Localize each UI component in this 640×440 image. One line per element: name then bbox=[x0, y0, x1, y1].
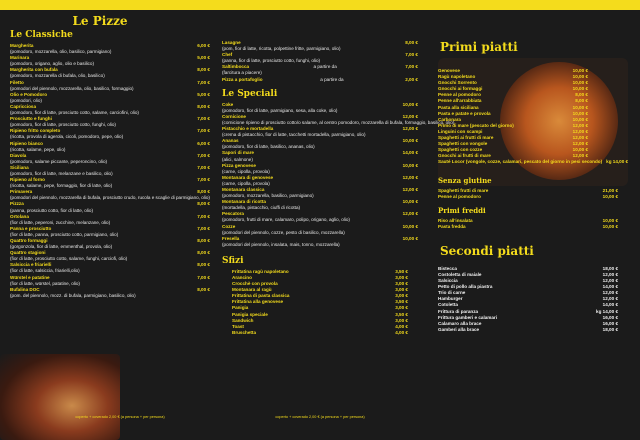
menu-item-description: (fior di latte, peperoni, zucchine, melanzane, olio) bbox=[10, 219, 111, 225]
menu-item-name: Pasta alla siciliana bbox=[438, 104, 479, 110]
menu-item-name: Fresella bbox=[222, 235, 240, 241]
menu-item-description: (crema di pistacchio, fior di latte, tacchetti mortadella, parmigiano, olio) bbox=[222, 132, 366, 138]
menu-item-price: 14,00 € bbox=[402, 150, 418, 156]
menu-item-description: (pomodoro, frutti di mare, calamaro, polipo, origano, aglio, olio) bbox=[222, 217, 350, 223]
menu-item-name: Spaghetti con vongole bbox=[438, 141, 488, 147]
menu-item-name: Cotoletta bbox=[438, 302, 458, 308]
menu-item-price: 10,00 € bbox=[602, 223, 618, 229]
menu-item-price: 10,00 € bbox=[572, 116, 588, 122]
menu-item-name: Riso all'insalata bbox=[438, 217, 473, 223]
menu-item-price: 10,00 € bbox=[402, 235, 418, 241]
menu-item-price: 10,00 € bbox=[572, 68, 588, 73]
menu-item-description: (pom, fior di latte, ricotta, polpettine fritte, parmigiano, olio) bbox=[222, 46, 341, 52]
menu-item-name: Penne all'arrabbiata bbox=[438, 98, 482, 104]
menu-item-description: (fior di latte, salsiccia, friarielli,olio) bbox=[10, 268, 80, 274]
menu-item-price: 3,50 € bbox=[395, 268, 408, 274]
menu-item-price: 10,00 € bbox=[402, 223, 418, 229]
menu-item-description: (fior di latte, panna, prosciutto cotto, parmigiano, olio) bbox=[10, 231, 119, 237]
menu-item-name: Ripieno fritto completo bbox=[10, 128, 61, 134]
menu-item-price: 18,00 € bbox=[602, 326, 618, 332]
freddi-list bbox=[428, 218, 618, 230]
menu-item-description: (fior di latte, würstel, patatine, olio) bbox=[10, 280, 80, 286]
menu-item-name: Quattro formaggi bbox=[10, 238, 48, 243]
menu-item-price: 8,00 € bbox=[197, 262, 210, 268]
menu-item-name: Montanara di genovese bbox=[222, 174, 274, 180]
menu-item-name: Sapori di mare bbox=[222, 150, 254, 156]
menu-item-price: 16,00 € bbox=[602, 320, 618, 326]
menu-item-name: Hamburger bbox=[438, 296, 463, 302]
menu-item-name: Genovese bbox=[438, 68, 460, 73]
menu-item-name: Montanara di ricotta bbox=[222, 199, 266, 205]
menu-item-description: (pomodori del piennolo, mozzarella, olio, basilico, formaggio) bbox=[10, 85, 134, 91]
section-title-primi: Primi piatti bbox=[440, 40, 518, 54]
menu-item-description: (cornicione ripieno di prosciutto cotto/o salame, al centro pomodoro, mozzarella di bufala, formaggio, basilico, olio) bbox=[222, 119, 455, 125]
menu-item-price: 10,00 € bbox=[602, 217, 618, 223]
menu-item-price: 7,00 € bbox=[197, 152, 210, 158]
menu-item-name: Costoletta di maiale bbox=[438, 271, 482, 277]
menu-item-name: Pasta fredda bbox=[438, 223, 466, 229]
menu-item-name: Cozze bbox=[222, 223, 236, 229]
menu-item-price: 3,00 € bbox=[395, 317, 408, 323]
menu-item-name: Montanara classica bbox=[222, 186, 265, 192]
menu-item-description: (pom. del piennolo, mozz. di bufala, parmigiano, basilico, olio) bbox=[10, 292, 136, 298]
menu-item-description: (panna, prosciutto cotto, fior di latte, olio) bbox=[10, 207, 93, 213]
menu-item-description: (ricotta, salame, pepe, formaggio, fior di latte, olio) bbox=[10, 183, 113, 189]
menu-item-price: 21,00 € bbox=[602, 187, 618, 193]
menu-item-name: Pizzza bbox=[10, 201, 24, 207]
menu-item-price: 8,00 € bbox=[197, 238, 210, 243]
menu-item-price: 4,00 € bbox=[395, 323, 408, 329]
menu-item-price: 5,00 € bbox=[197, 91, 210, 97]
menu-item-name: Frittura di paranza bbox=[438, 308, 479, 314]
menu-item-price: 8,00 € bbox=[197, 201, 210, 207]
menu-item-name: Lasagne bbox=[222, 40, 241, 45]
menu-item-price: 3,00 € bbox=[395, 281, 408, 287]
menu-item bbox=[232, 330, 408, 336]
menu-item bbox=[438, 224, 618, 230]
menu-item-description: (carne, cipolla, provola) bbox=[222, 168, 270, 174]
menu-item-price: 10,00 € bbox=[572, 80, 588, 86]
menu-item-name: Ortolana bbox=[10, 213, 29, 219]
menu-item-price: 10,00 € bbox=[572, 104, 588, 110]
menu-item-name: Bufalina DOC bbox=[10, 286, 40, 292]
menu-item-name: Sauté Locor (vongole, cozze, calamari, pescato del giorno in pesi secondo) bbox=[438, 159, 603, 165]
menu-item-price: 12,00 € bbox=[602, 271, 618, 277]
menu-item-description: (ricotta, provola di agerola, cicoli, pomodoro, pepe, olio) bbox=[10, 134, 124, 140]
menu-item-description: (pomodoro, mozzarella, olio, basilico, parmigiano) bbox=[10, 49, 112, 55]
menu-item-price: 8,00 € bbox=[575, 98, 588, 104]
menu-item-description: (pomodoro, mozzarella, basilico, parmigiano) bbox=[222, 193, 314, 199]
menu-item-price: 3,00 € bbox=[395, 305, 408, 311]
menu-item-price: 14,00 € bbox=[602, 302, 618, 308]
menu-item-name: Quattro stagioni bbox=[10, 250, 46, 256]
menu-item-name: Bruschetta bbox=[232, 329, 256, 335]
menu-item-description: (pomodoro, fior di latte, parmigiano, sesa, alla coke, olio) bbox=[222, 107, 338, 113]
menu-item-name: Spaghetti con cozze bbox=[438, 147, 483, 153]
menu-item-name: Cornicione bbox=[222, 113, 246, 119]
menu-item-name: Crocchè con provola bbox=[232, 281, 278, 287]
menu-item-description: (pomodoro, origano, aglio, olio e basilico) bbox=[10, 61, 95, 67]
section-title-secondi: Secondi piatti bbox=[440, 243, 534, 258]
menu-item-price: 12,00 € bbox=[572, 135, 588, 141]
menu-item-price: 4,00 € bbox=[395, 329, 408, 335]
menu-item-price: 12,00 € bbox=[402, 126, 418, 132]
menu-item-price: 12,00 € bbox=[402, 113, 418, 119]
menu-item-name: Pistacchio e mortadella bbox=[222, 126, 274, 132]
menu-item-price: 7,00 € bbox=[405, 52, 418, 58]
menu-item bbox=[438, 194, 618, 200]
menu-item-name: Coke bbox=[222, 101, 234, 107]
menu-item-description: (fior di latte, prosciutto cotto, salame, funghi, carciofi, olio) bbox=[10, 256, 128, 262]
menu-item-name: Würstel e patatine bbox=[10, 274, 50, 280]
menu-item-price: 7,00 € bbox=[197, 213, 210, 219]
menu-item-description: (mortadella, pistacchio, ciuffi di ricotta) bbox=[222, 205, 301, 211]
menu-item-name: Frittura gamberi e calamari bbox=[438, 314, 497, 320]
menu-item-price: 10,00 € bbox=[602, 193, 618, 199]
menu-item-price: 7,00 € bbox=[197, 164, 210, 170]
menu-item-price: 10,00 € bbox=[402, 138, 418, 144]
menu-item-name: Toast bbox=[232, 323, 244, 329]
menu-item-price: 7,00 € bbox=[197, 225, 210, 231]
menu-item-name: Arancino bbox=[232, 275, 252, 280]
menu-item-name: Olio e Pomodoro bbox=[10, 91, 48, 97]
menu-item-price: 6,00 € bbox=[197, 140, 210, 146]
menu-item-description: (pomodoro, fior di latte, prosciutto cotto, salame, carciofini, olio) bbox=[10, 110, 139, 116]
menu-item-price: 3,50 € bbox=[395, 299, 408, 305]
classiche-list bbox=[10, 43, 210, 299]
menu-item-price: 8,00 € bbox=[197, 189, 210, 195]
section-title-sfizi: Sfizi bbox=[222, 255, 244, 266]
section-title-speciali: Le Speciali bbox=[222, 88, 278, 99]
menu-item-name: Chef bbox=[222, 52, 233, 58]
menu-item-name: Pizza genovese bbox=[222, 162, 256, 168]
menu-item-price: 8,00 € bbox=[197, 67, 210, 73]
menu-item-price: 10,00 € bbox=[572, 147, 588, 153]
menu-item-name: Primo di mare (pescato del giorno) bbox=[438, 122, 514, 128]
menu-item-price: 12,00 € bbox=[572, 122, 588, 128]
menu-item-name: Pasta e patate e provola bbox=[438, 110, 491, 116]
menu-item bbox=[222, 77, 418, 83]
menu-item-price: 8,00 € bbox=[197, 103, 210, 109]
menu-item-description: (alici, salmone) bbox=[222, 156, 253, 162]
menu-item-description: (pomodoro, fior di latte, melanzane e basilico, olio) bbox=[10, 170, 113, 176]
menu-item-price: 12,00 € bbox=[402, 186, 418, 192]
menu-item-name: Panigia bbox=[232, 305, 249, 311]
menu-item-name: Marinara bbox=[10, 55, 30, 61]
menu-item-price: 10,00 € bbox=[572, 74, 588, 80]
menu-item-price: 3,00 € bbox=[395, 275, 408, 280]
menu-item-price: 2,00 € bbox=[405, 76, 418, 82]
menu-item bbox=[438, 159, 629, 165]
menu-item-price: kg 14,00 € bbox=[596, 308, 618, 314]
menu-item-name: Penne al pomodoro bbox=[438, 193, 481, 199]
menu-item-name: Frittatina di pasta classica bbox=[232, 293, 290, 299]
pizza-photo bbox=[0, 354, 120, 440]
menu-item-price: 12,00 € bbox=[602, 296, 618, 302]
menu-item-description: (pomodoro, fior di latte, prosciutto cotto, funghi, olio) bbox=[10, 122, 116, 128]
menu-item-description: (panna, fior di latte, prosciutto cotto, funghi, olio) bbox=[222, 58, 321, 64]
menu-item-price: 7,00 € bbox=[197, 274, 210, 280]
menu-item-description: (ricotta, salame, pepe, olio) bbox=[10, 146, 66, 152]
menu-item-price: 12,00 € bbox=[402, 174, 418, 180]
menu-column-left bbox=[10, 14, 210, 299]
menu-item-price: 8,00 € bbox=[405, 40, 418, 45]
menu-item-price: 7,00 € bbox=[197, 116, 210, 122]
menu-item-description: (carne, cipolla, provola) bbox=[222, 180, 270, 186]
menu-item-name: Ripieno bianco bbox=[10, 140, 43, 146]
menu-item-price: 12,00 € bbox=[602, 278, 618, 284]
menu-item-name: Montanara al ragù bbox=[232, 287, 272, 293]
cover-charge-note-middle: coperto + coverado 2,00 € (a persona + per persona) bbox=[275, 415, 365, 419]
menu-item-name: Saltimbocca bbox=[222, 64, 250, 70]
section-title-classiche: Le Classiche bbox=[10, 30, 73, 40]
sfizi-list bbox=[222, 269, 418, 336]
menu-item-price: 6,00 € bbox=[197, 43, 210, 48]
menu-item-description: (pomodori del piennolo, mozzarella di bufala, prosciutto crudo, rucola e scaglie di parmigiano, olio) bbox=[10, 195, 210, 201]
menu-item-name: Gnocchi ai frutti di mare bbox=[438, 153, 491, 159]
menu-item-name: Carbonara bbox=[438, 116, 461, 122]
menu-item-price: 10,00 € bbox=[572, 86, 588, 92]
menu-item-price: 12,00 € bbox=[572, 153, 588, 159]
menu-item-price: 8,00 € bbox=[575, 92, 588, 98]
menu-item-name: Spaghetti frutti di mare bbox=[438, 187, 489, 193]
menu-item-price: kg 14,00 € bbox=[606, 159, 629, 165]
menu-item-price: 12,00 € bbox=[572, 128, 588, 134]
menu-item-name: Gnocchi ai formaggi bbox=[438, 86, 483, 92]
section-title-freddi: Primi freddi bbox=[438, 205, 486, 215]
menu-item-price: 3,00 € bbox=[395, 293, 408, 299]
menu-item-name: Ragù napoletano bbox=[438, 74, 476, 80]
menu-column-right bbox=[428, 40, 628, 333]
menu-item-name: Frittatina alla genovese bbox=[232, 299, 284, 305]
menu-item-name: Filetto bbox=[10, 79, 24, 85]
menu-item-description: (gorgonzola, fior di latte, emmenthal, provola, olio) bbox=[10, 244, 113, 250]
cover-charge-note-left: coperto + coverado 2,00 € (a persona + per persona) bbox=[75, 415, 165, 419]
menu-item-price: 12,00 € bbox=[402, 211, 418, 217]
menu-item-name: Margherita con bufala bbox=[10, 67, 58, 73]
menu-item-name: Bistecca bbox=[438, 265, 457, 271]
menu-item-description: (pomodori, olio) bbox=[10, 97, 42, 103]
menu-item-price: 7,00 € bbox=[197, 79, 210, 85]
section-title-glutine: Senza glutine bbox=[438, 175, 492, 185]
menu-item-name: Capricciosa bbox=[10, 103, 37, 109]
menu-item-name: Sandwich bbox=[232, 317, 254, 323]
menu-item-name: Penne al pomodoro bbox=[438, 92, 481, 98]
menu-item-name: Salsiccia bbox=[438, 278, 458, 284]
menu-item-price: 10,00 € bbox=[402, 199, 418, 205]
menu-item-name: Gamberi alla brace bbox=[438, 326, 480, 332]
menu-item-name: Pescatora bbox=[222, 211, 244, 217]
menu-item-name: Panigia speciale bbox=[232, 311, 268, 317]
menu-item-description: (pomodori del piennolo, cozze, pesto di basilico, mozzarella) bbox=[222, 229, 345, 235]
menu-item-price: 7,00 € bbox=[197, 128, 210, 134]
menu-item-price: 8,00 € bbox=[197, 286, 210, 292]
menu-item-price: 5,00 € bbox=[197, 55, 210, 61]
menu-item-name: Trio di carne bbox=[438, 290, 466, 296]
menu-item-name: Petto di pollo alla piastra bbox=[438, 284, 493, 290]
menu-item-name: Primavera bbox=[10, 189, 33, 195]
menu-item-name: Linguini con scampi bbox=[438, 128, 483, 134]
menu-item-name: Spaghetti ai frutti di mare bbox=[438, 135, 494, 141]
menu-item-name: Panna e prosciutto bbox=[10, 225, 52, 231]
menu-item-description: (pomodoro, fior di latte, basilico, ananas, olio) bbox=[222, 144, 315, 150]
menu-item-price: 16,00 € bbox=[602, 314, 618, 320]
menu-item-price: 10,00 € bbox=[402, 162, 418, 168]
glutine-list bbox=[428, 188, 618, 200]
menu-item-price: 10,00 € bbox=[572, 110, 588, 116]
menu-item-price: 12,00 € bbox=[602, 290, 618, 296]
extra-pizze-list bbox=[222, 40, 418, 83]
menu-item-description: (pomodoro, mozzarella di bufala, olio, basilico) bbox=[10, 73, 105, 79]
top-accent-bar bbox=[0, 0, 640, 10]
menu-item-price: 7,00 € bbox=[405, 64, 418, 70]
menu-item-name: Salsiccia e friarielli bbox=[10, 262, 52, 268]
menu-item-extra: a partire da bbox=[320, 76, 344, 82]
menu-item bbox=[438, 327, 618, 333]
menu-item-name: Frittatina ragù napoletano bbox=[232, 268, 289, 274]
menu-item-price: 3,50 € bbox=[395, 311, 408, 317]
menu-item-price: 10,00 € bbox=[402, 101, 418, 107]
menu-item-price: 7,00 € bbox=[197, 177, 210, 183]
menu-item-extra: a partire da bbox=[313, 64, 337, 70]
menu-item-price: 12,00 € bbox=[572, 141, 588, 147]
menu-title: Le Pizze bbox=[72, 14, 128, 28]
menu-item-name: Ananas bbox=[222, 138, 239, 144]
menu-item-name: Pizza a portafoglio bbox=[222, 76, 263, 82]
secondi-list bbox=[428, 266, 618, 333]
menu-item-name: Ripieno al forno bbox=[10, 177, 45, 183]
primi-list bbox=[428, 68, 629, 166]
menu-item-price: 18,00 € bbox=[602, 265, 618, 271]
menu-item-name: Prosciutto e funghi bbox=[10, 116, 52, 122]
menu-item-name: Diavola bbox=[10, 152, 27, 158]
menu-item-name: Margherita bbox=[10, 43, 34, 48]
menu-item-name: Siciliana bbox=[10, 164, 29, 170]
menu-item-price: 8,00 € bbox=[197, 250, 210, 256]
menu-item-price: 3,00 € bbox=[395, 287, 408, 293]
menu-item-description: (farcitura a piacere) bbox=[222, 70, 262, 76]
menu-item-price: 14,00 € bbox=[602, 284, 618, 290]
menu-item-description: (pomodoro, salame piccante, peperoncino, olio) bbox=[10, 158, 108, 164]
menu-item-name: Gnocchi Sorrento bbox=[438, 80, 477, 86]
menu-item-name: Calamaro alla brace bbox=[438, 320, 482, 326]
menu-item-description: (pomodori del piennolo, insalata, mais, tonno, mozzarella) bbox=[222, 241, 340, 247]
